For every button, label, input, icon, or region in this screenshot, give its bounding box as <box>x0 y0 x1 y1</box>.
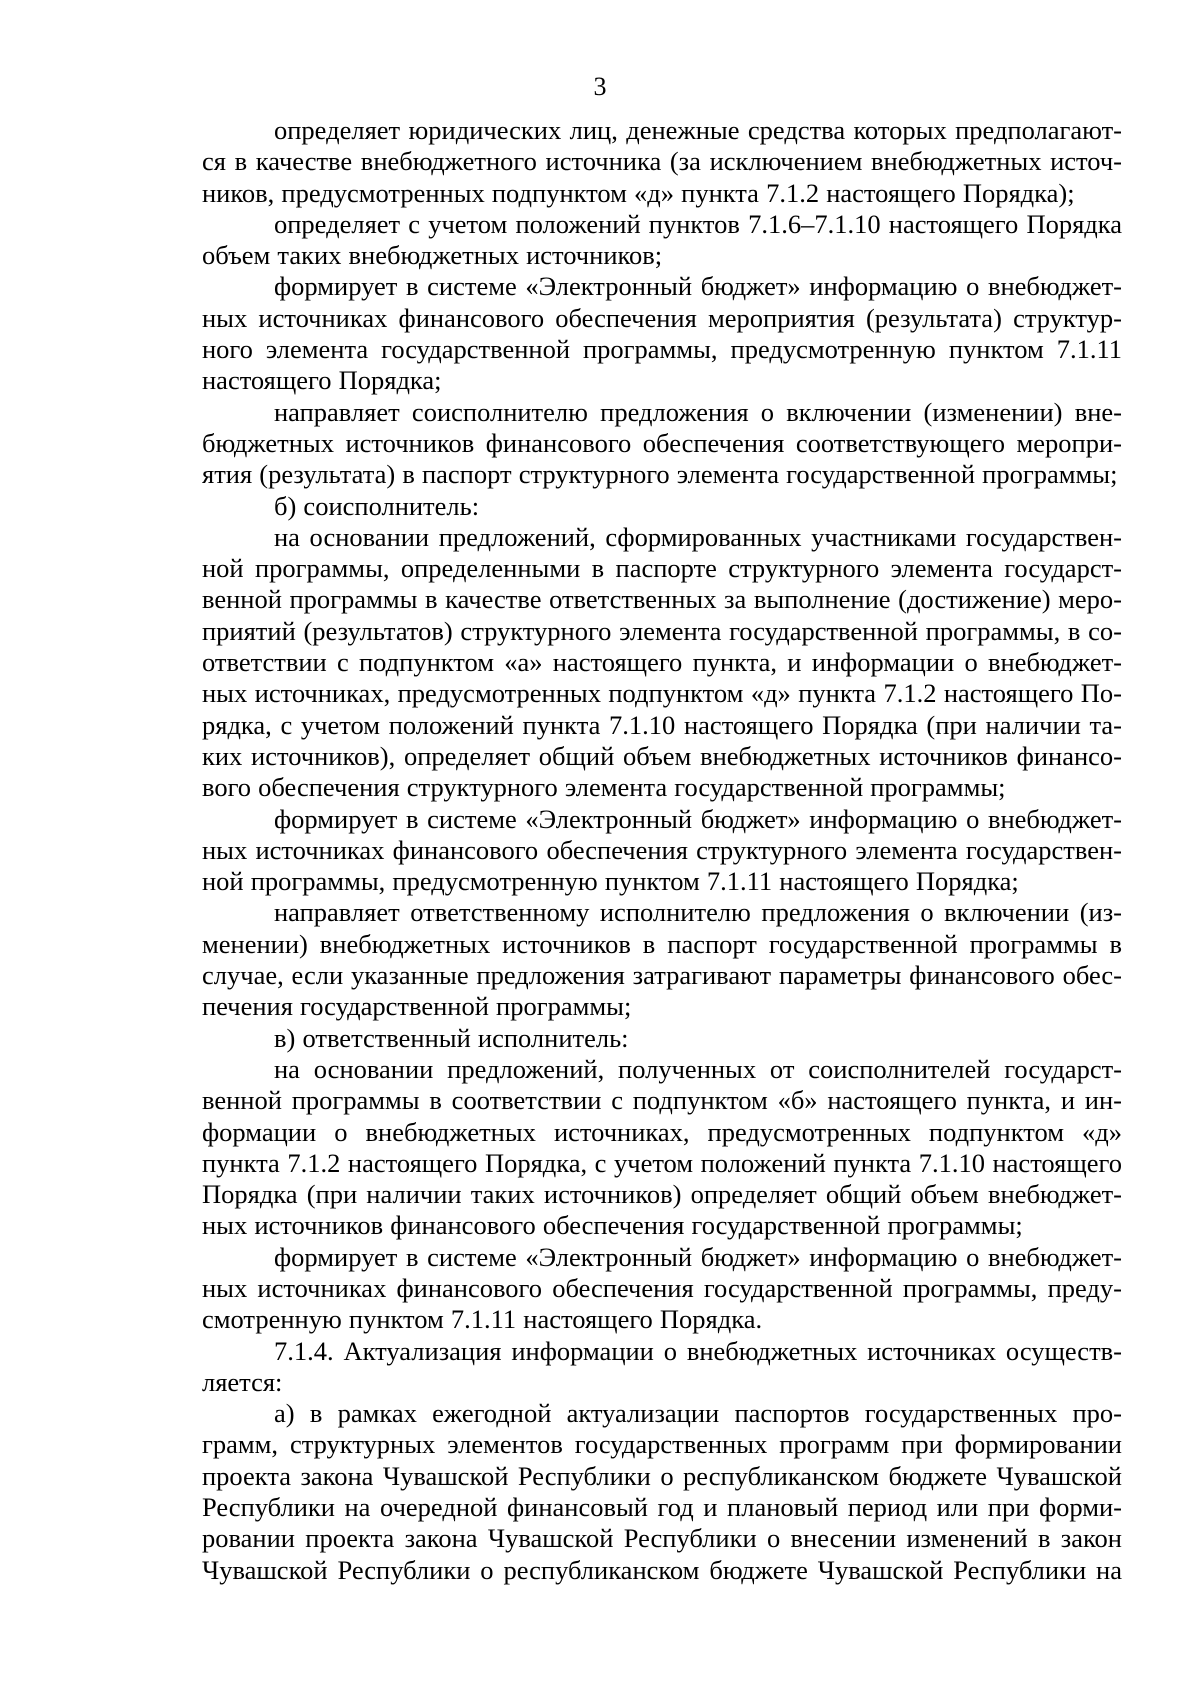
paragraph: формирует в системе «Электронный бюджет» информацию о внебюджетных источниках финансового обеспечения государственной программы, предусмотренную пунктом 7.1.11 настоящего Порядка. <box>202 1241 1122 1335</box>
paragraph: направляет соисполнителю предложения о включении (изменении) внебюджетных источников финансового обеспечения соответствующего мероприятия (результата) в паспорт структурного элемента государственной программы; <box>202 396 1122 490</box>
paragraph: на основании предложений, сформированных участниками государственной программы, определенными в паспорте структурного элемента государственной программы в качестве ответственных за выполнение (достижение) мероприятий (результатов) структурного элемента государственной программы, в соответствии с подпунктом «а» настоящего пункта, и информации о внебюджетных источниках, предусмотренных подпунктом «д» пункта 7.1.2 настоящего Порядка, с учетом положений пункта 7.1.10 настоящего Порядка (при наличии таких источников), определяет общий объем внебюджетных источников финансового обеспечения структурного элемента государственной программы; <box>202 521 1122 803</box>
paragraph: формирует в системе «Электронный бюджет» информацию о внебюджетных источниках финансового обеспечения мероприятия (результата) структурного элемента государственной программы, предусмотренную пунктом 7.1.11 настоящего Порядка; <box>202 271 1122 396</box>
paragraph: б) соисполнитель: <box>274 490 480 521</box>
page-number: 3 <box>593 72 607 101</box>
paragraph: направляет ответственному исполнителю предложения о включении (изменении) внебюджетных источников в паспорт государственной программы в случае, если указанные предложения затрагивают параметры финансового обеспечения государственной программы; <box>202 897 1122 1022</box>
paragraph: на основании предложений, полученных от соисполнителей государственной программы в соответствии с подпунктом «б» настоящего пункта, и информации о внебюджетных источниках, предусмотренных подпунктом «д» пункта 7.1.2 настоящего Порядка, с учетом положений пункта 7.1.10 настоящего Порядка (при наличии таких источников) определяет общий объем внебюджетных источников финансового обеспечения государственной программы; <box>202 1053 1122 1241</box>
paragraph: определяет с учетом положений пунктов 7.1.6–7.1.10 настоящего Порядка объем таких внебюджетных источников; <box>202 208 1122 271</box>
paragraph: 7.1.4. Актуализация информации о внебюджетных источниках осуществляется: <box>202 1335 1122 1397</box>
paragraph: а) в рамках ежегодной актуализации паспортов государственных программ, структурных элементов государственных программ при формировании проекта закона Чувашской Республики о республиканском бюджете Чувашской Республики на очередной финансовый год и плановый период или при формировании проекта закона Чувашской Республики о внесении изменений в закон Чувашской Республики о республиканском бюджете Чувашской Республики на <box>202 1398 1122 1585</box>
document-body <box>202 115 1122 1586</box>
paragraph: в) ответственный исполнитель: <box>274 1022 629 1053</box>
paragraph: формирует в системе «Электронный бюджет» информацию о внебюджетных источниках финансового обеспечения структурного элемента государственной программы, предусмотренную пунктом 7.1.11 настоящего Порядка; <box>202 803 1122 897</box>
paragraph: определяет юридических лиц, денежные средства которых предполагаются в качестве внебюджетного источника (за исключением внебюджетных источников, предусмотренных подпунктом «д» пункта 7.1.2 настоящего Порядка); <box>202 115 1122 208</box>
